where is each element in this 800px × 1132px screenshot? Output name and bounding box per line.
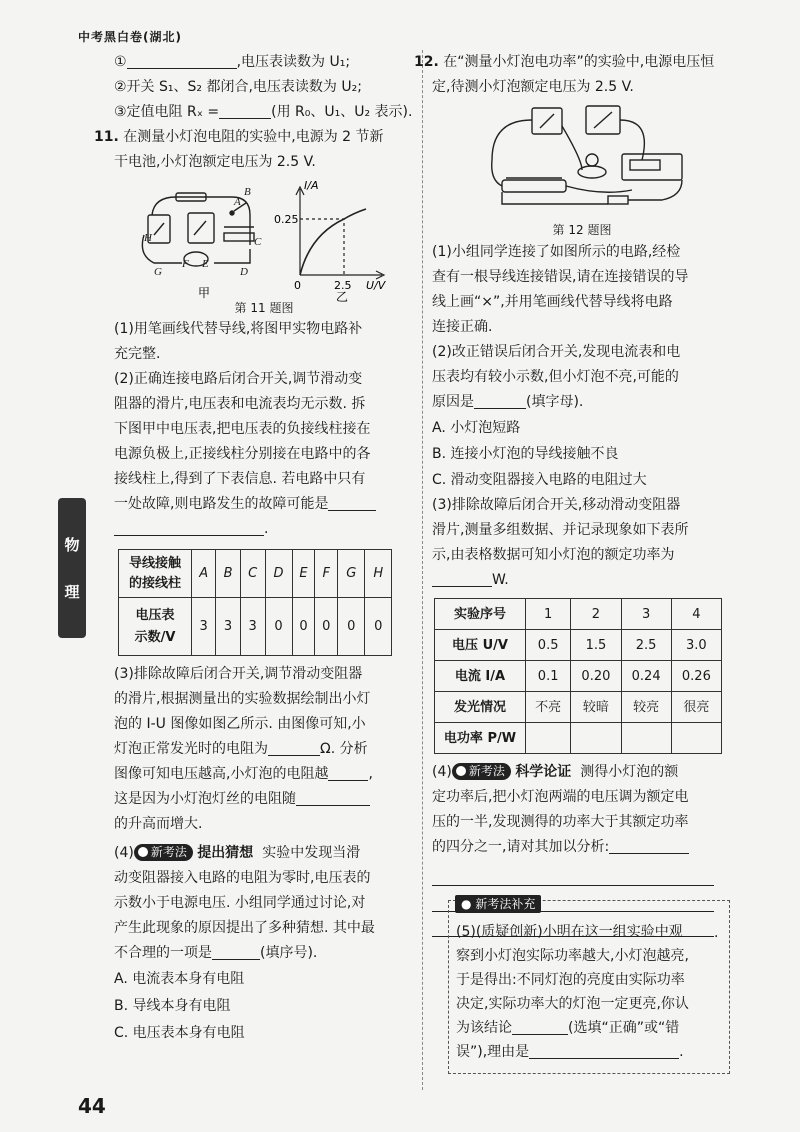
table-cell: 0 <box>265 598 292 656</box>
circuit-label-e: E <box>202 258 209 270</box>
table-cell[interactable] <box>526 723 571 754</box>
table-cell: 0 <box>292 598 315 656</box>
answer-blank[interactable] <box>114 519 264 536</box>
answer-blank[interactable] <box>474 392 526 409</box>
table-cell: 2.5 <box>621 630 671 661</box>
q11-p3-line-1: (3)排除故障后闭合开关,调节滑动变阻器 <box>114 666 363 682</box>
answer-blank[interactable] <box>268 739 320 756</box>
q12-p3-line-2: 滑片,测量多组数据、并记录现象如下表所 <box>432 522 689 538</box>
table-cell[interactable] <box>571 723 621 754</box>
q11-p3-line-7: 的升高而增大. <box>114 816 203 832</box>
table-header-cell: 1 <box>526 599 571 630</box>
q11-p3-line-6: 这是因为小灯泡灯丝的电阻随 <box>114 787 414 812</box>
q12-p4-line-1: (4) 新考法 科学论证 测得小灯泡的额 <box>432 764 679 780</box>
q11-p2-line-4: 电源负极上,正接线柱分别接在电路中的各 <box>114 446 371 462</box>
q11-p2-line-6: 一处故障,则电路发生的故障可能是 <box>114 492 414 517</box>
q12-p5-line-1: (5)(质疑创新)小明在这一组实验中观 <box>456 924 683 940</box>
answer-blank[interactable] <box>328 764 368 781</box>
table-cell[interactable] <box>671 723 721 754</box>
q12-p5-line-6: 误”),理由是 . <box>456 1044 684 1060</box>
q10-step1: ① ,电压表读数为 U₁; <box>114 54 351 70</box>
q12-p5-line-2: 察到小灯泡实际功率越大,小灯泡越亮, <box>456 948 689 964</box>
circuit-label-b: B <box>244 186 251 198</box>
table-cell: F <box>315 550 338 598</box>
circuit-label-g: G <box>154 266 162 278</box>
q11-p4-line-2: 动变阻器接入电路的电阻为零时,电压表的 <box>114 870 371 886</box>
table-row <box>435 630 722 661</box>
table-cell: 不亮 <box>526 692 571 723</box>
answer-blank[interactable] <box>609 837 689 854</box>
q12-p1-line-1: (1)小组同学连接了如图所示的电路,经检 <box>432 244 681 260</box>
table-row <box>435 723 722 754</box>
q11-option-a: A. 电流表本身有电阻 <box>114 971 245 987</box>
table-row <box>119 550 392 598</box>
q12-stem-line-2: 定,待测小灯泡额定电压为 2.5 V. <box>432 79 634 95</box>
circuit-label-c: C <box>254 236 262 248</box>
q11-p3-line-3: 泡的 I-U 图像如图乙所示. 由图像可知,小 <box>114 716 366 732</box>
table-cell: 1.5 <box>571 630 621 661</box>
answer-blank[interactable] <box>432 570 492 587</box>
tag-pin-icon <box>138 847 148 857</box>
table-header-cell: 实验序号 <box>435 599 526 630</box>
q12-figure <box>432 100 732 220</box>
side-tab-char-1: 物 <box>64 536 80 554</box>
table-cell: D <box>265 550 292 598</box>
table-cell: B <box>216 550 240 598</box>
q12-figure-caption: 第 12 题图 <box>552 223 612 237</box>
q11-p1-line-2: 充完整. <box>114 346 161 362</box>
table-cell: 较暗 <box>571 692 621 723</box>
new-method-tag: 新考法 <box>452 763 511 780</box>
q12-p2-line-1: (2)改正错误后闭合开关,发现电流表和电 <box>432 344 681 360</box>
q12-stem-line-1: 12. 在“测量小灯泡电功率”的实验中,电源电压恒 <box>414 54 715 70</box>
q12-p2-line-3: 原因是 (填字母). <box>432 394 584 410</box>
answer-blank[interactable] <box>127 52 237 69</box>
q11-p2-line-3: 下图甲中电压表,把电压表的负接线柱接在 <box>114 421 371 437</box>
q11-p4-line-5: 不合理的一项是 (填序号). <box>114 945 318 961</box>
table-cell: 0.20 <box>571 661 621 692</box>
q12-option-c: C. 滑动变阻器接入电路的电阻过大 <box>432 472 647 488</box>
question-number: 12. <box>414 54 439 70</box>
table-cell: 较亮 <box>621 692 671 723</box>
answer-line-last[interactable]: . <box>432 912 722 937</box>
q12-p5-line-5: 为该结论 (选填“正确”或“错 <box>456 1020 680 1036</box>
table-cell: C <box>240 550 265 598</box>
table-header-cell: 电功率 P/W <box>435 723 526 754</box>
circuit-label-d: D <box>240 266 248 278</box>
table-cell: 0 <box>338 598 365 656</box>
table-row <box>435 599 722 630</box>
graph-origin: 0 <box>294 279 301 292</box>
table-header-cell: 2 <box>571 599 621 630</box>
circuit-label-a: A <box>234 196 241 208</box>
page-header: 中考黑白卷(湖北) <box>78 30 182 44</box>
q11-option-b: B. 导线本身有电阻 <box>114 998 231 1014</box>
q11-p3-line-5: 图像可知电压越高,小灯泡的电阻越 , <box>114 766 373 782</box>
answer-blank[interactable] <box>328 494 376 511</box>
q11-circuit-and-graph <box>114 175 414 303</box>
table-row <box>435 692 722 723</box>
q11-stem-line-2: 干电池,小灯泡额定电压为 2.5 V. <box>114 154 316 170</box>
table-cell: 3 <box>192 598 216 656</box>
q11-p2-line-5: 接线柱上,得到了下表信息. 若电路中只有 <box>114 471 366 487</box>
page-number: 44 <box>78 1094 106 1118</box>
q11-figure <box>114 175 414 303</box>
question-number: 11. <box>94 129 119 145</box>
q12-p5-line-3: 于是得出:不同灯泡的亮度由实际功率 <box>456 972 685 988</box>
table-header-cell: 导线接触 的接线柱 <box>119 550 192 598</box>
q12-circuit-drawing <box>432 100 732 220</box>
answer-blank[interactable] <box>219 102 271 119</box>
table-cell: E <box>292 550 315 598</box>
table-cell: H <box>365 550 392 598</box>
q11-figure-caption: 第 11 题图 <box>234 301 294 315</box>
q11-p2-line-2: 阻器的滑片,电压表和电流表均无示数. 拆 <box>114 396 366 412</box>
q12-data-table <box>434 598 722 754</box>
q11-fault-table <box>118 549 392 656</box>
q12-p5-line-4: 决定,实际功率大的灯泡一定更亮,你认 <box>456 996 689 1012</box>
new-method-tag: 新考法 <box>134 844 193 861</box>
answer-blank[interactable] <box>529 1042 679 1059</box>
pin-icon: ● <box>461 897 472 911</box>
q12-p1-line-3: 线上画“×”,并用笔画线代替导线将电路 <box>432 294 673 310</box>
q12-option-b: B. 连接小灯泡的导线接触不良 <box>432 446 619 462</box>
q11-p4-line-4: 产生此现象的原因提出了多种猜想. 其中最 <box>114 920 375 936</box>
table-header-cell: 电压 U/V <box>435 630 526 661</box>
q11-stem-line-1: 11. 在测量小灯泡电阻的实验中,电源为 2 节新 <box>94 129 384 145</box>
left-column <box>94 50 414 1047</box>
table-cell: 0 <box>315 598 338 656</box>
q12-p3-line-3: 示,由表格数据可知小灯泡的额定功率为 <box>432 547 675 563</box>
fig-label-jia: 甲 <box>198 286 211 300</box>
table-cell[interactable] <box>621 723 671 754</box>
table-header-cell: 电流 I/A <box>435 661 526 692</box>
answer-line[interactable] <box>432 860 714 886</box>
table-header-cell: 4 <box>671 599 721 630</box>
q11-p3-line-4: 灯泡正常发光时的电阻为 Ω. 分析 <box>114 741 368 757</box>
q12-p4-line-4: 的四分之一,请对其加以分析: <box>432 835 732 860</box>
table-cell: 0 <box>365 598 392 656</box>
q12-p5 <box>456 920 728 1064</box>
table-header-cell: 电压表 示数/V <box>119 598 192 656</box>
q12-p4-line-2: 定功率后,把小灯泡两端的电压调为额定电 <box>432 789 689 805</box>
fig-label-yi: 乙 <box>336 290 349 303</box>
table-header-cell: 3 <box>621 599 671 630</box>
circuit-label-h: H <box>144 232 152 244</box>
q11-p1-line-1: (1)用笔画线代替导线,将图甲实物电路补 <box>114 321 363 337</box>
table-row <box>435 661 722 692</box>
q12-p1-line-2: 查有一根导线连接错误,请在连接错误的导 <box>432 269 689 285</box>
table-cell: 0.24 <box>621 661 671 692</box>
subject-side-tab <box>58 498 86 638</box>
supplement-tag: ● 新考法补充 <box>455 895 541 913</box>
answer-blank[interactable] <box>512 1018 568 1035</box>
side-tab-char-2: 理 <box>64 583 80 601</box>
table-cell: 0.1 <box>526 661 571 692</box>
q11-p2-line-7: . <box>114 517 414 547</box>
q10-step2: ②开关 S₁、S₂ 都闭合,电压表读数为 U₂; <box>114 79 362 95</box>
answer-blank[interactable] <box>296 789 370 806</box>
q12-option-a: A. 小灯泡短路 <box>432 420 521 436</box>
q12-p3-line-4: W. <box>432 568 732 598</box>
tag-pin-icon <box>456 766 466 776</box>
q11-p2-line-1: (2)正确连接电路后闭合开关,调节滑动变 <box>114 371 363 387</box>
graph-x-axis-label: U/V <box>366 279 386 292</box>
table-cell: A <box>192 550 216 598</box>
q11-p4-line-3: 示数小于电源电压. 小组同学通过讨论,对 <box>114 895 366 911</box>
q11-p4-line-1: (4) 新考法 提出猜想 实验中发现当滑 <box>114 845 361 861</box>
q12-p3-line-1: (3)排除故障后闭合开关,移动滑动变阻器 <box>432 497 681 513</box>
q12-p1-line-4: 连接正确. <box>432 319 493 335</box>
table-row <box>119 598 392 656</box>
table-header-cell: 发光情况 <box>435 692 526 723</box>
q11-option-c: C. 电压表本身有电阻 <box>114 1025 245 1041</box>
column-divider <box>422 50 423 1090</box>
q12-p2-line-2: 压表均有较小示数,但小灯泡不亮,可能的 <box>432 369 679 385</box>
table-cell: 0.26 <box>671 661 721 692</box>
table-cell: 3.0 <box>671 630 721 661</box>
answer-blank[interactable] <box>212 943 260 960</box>
q12-p4-line-3: 压的一半,发现测得的功率大于其额定功率 <box>432 814 689 830</box>
graph-y-axis-label: I/A <box>304 179 319 192</box>
table-cell: 3 <box>240 598 265 656</box>
graph-y-tick: 0.25 <box>274 213 299 226</box>
q10-step3: ③定值电阻 Rₓ = (用 R₀、U₁、U₂ 表示). <box>114 104 413 120</box>
table-cell: G <box>338 550 365 598</box>
table-cell: 很亮 <box>671 692 721 723</box>
right-column <box>414 50 732 941</box>
circuit-label-f: F <box>182 258 189 270</box>
table-cell: 3 <box>216 598 240 656</box>
q11-p3-line-2: 的滑片,根据测量出的实验数据绘制出小灯 <box>114 691 371 707</box>
table-cell: 0.5 <box>526 630 571 661</box>
graph-x-tick: 2.5 <box>334 279 352 292</box>
